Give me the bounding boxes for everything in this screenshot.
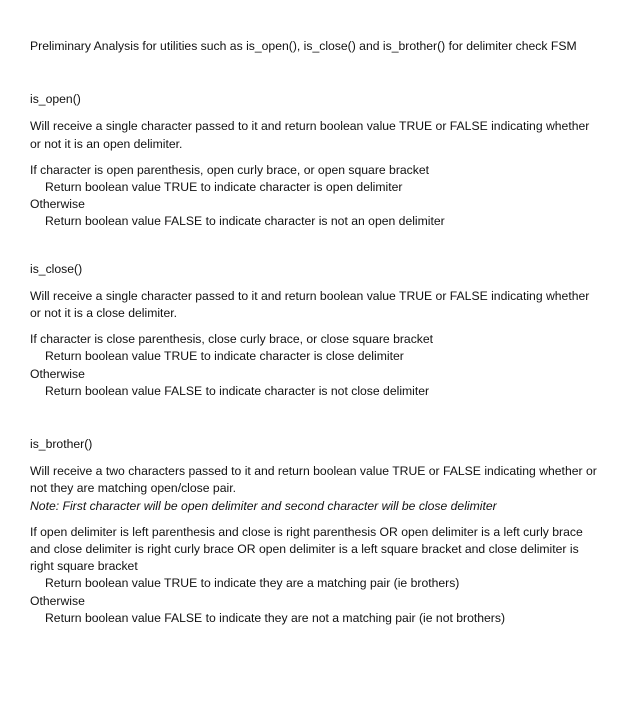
logic-block	[30, 331, 600, 400]
if-condition: If character is open parenthesis, open curly brace, or open square bracket	[30, 162, 430, 177]
document-title: Preliminary Analysis for utilities such as is_open(), is_close() and is_brother() for delimiter check FSM	[30, 39, 577, 53]
if-result: Return boolean value TRUE to indicate character is open delimiter	[45, 180, 403, 195]
if-result: Return boolean value TRUE to indicate character is close delimiter	[45, 349, 404, 364]
if-condition: If open delimiter is left parenthesis and close is right parenthesis OR open delimiter is a left curly brace and close delimiter is right curly brace OR open delimiter is a left square bracket and close delimiter is right square bracket	[30, 524, 583, 574]
logic-block	[30, 162, 600, 231]
section-is-close	[30, 261, 600, 400]
section-heading: is_close()	[30, 261, 83, 276]
section-description: Will receive a two characters passed to it and return boolean value TRUE or FALSE indicating whether or not they are matching open/close pair.	[30, 464, 597, 496]
section-note: Note: First character will be open delimiter and second character will be close delimiter	[30, 498, 497, 513]
else-result: Return boolean value FALSE to indicate character is not an open delimiter	[45, 214, 445, 229]
if-result: Return boolean value TRUE to indicate they are a matching pair (ie brothers)	[45, 576, 460, 591]
logic-block	[30, 524, 600, 627]
otherwise-label: Otherwise	[30, 593, 85, 608]
if-condition: If character is close parenthesis, close curly brace, or close square bracket	[30, 332, 434, 347]
otherwise-label: Otherwise	[30, 366, 85, 381]
section-is-brother	[30, 436, 600, 627]
section-heading: is_open()	[30, 92, 81, 107]
section-description: Will receive a single character passed to it and return boolean value TRUE or FALSE indicating whether or not it is a close delimiter.	[30, 288, 590, 321]
section-is-open	[30, 91, 600, 230]
else-result: Return boolean value FALSE to indicate character is not close delimiter	[45, 383, 430, 398]
document-page	[30, 38, 600, 627]
else-result: Return boolean value FALSE to indicate they are not a matching pair (ie not brothers)	[45, 610, 506, 625]
section-description: Will receive a single character passed to it and return boolean value TRUE or FALSE indicating whether or not it is an open delimiter.	[30, 119, 590, 151]
otherwise-label: Otherwise	[30, 197, 85, 212]
section-heading: is_brother()	[30, 437, 93, 452]
